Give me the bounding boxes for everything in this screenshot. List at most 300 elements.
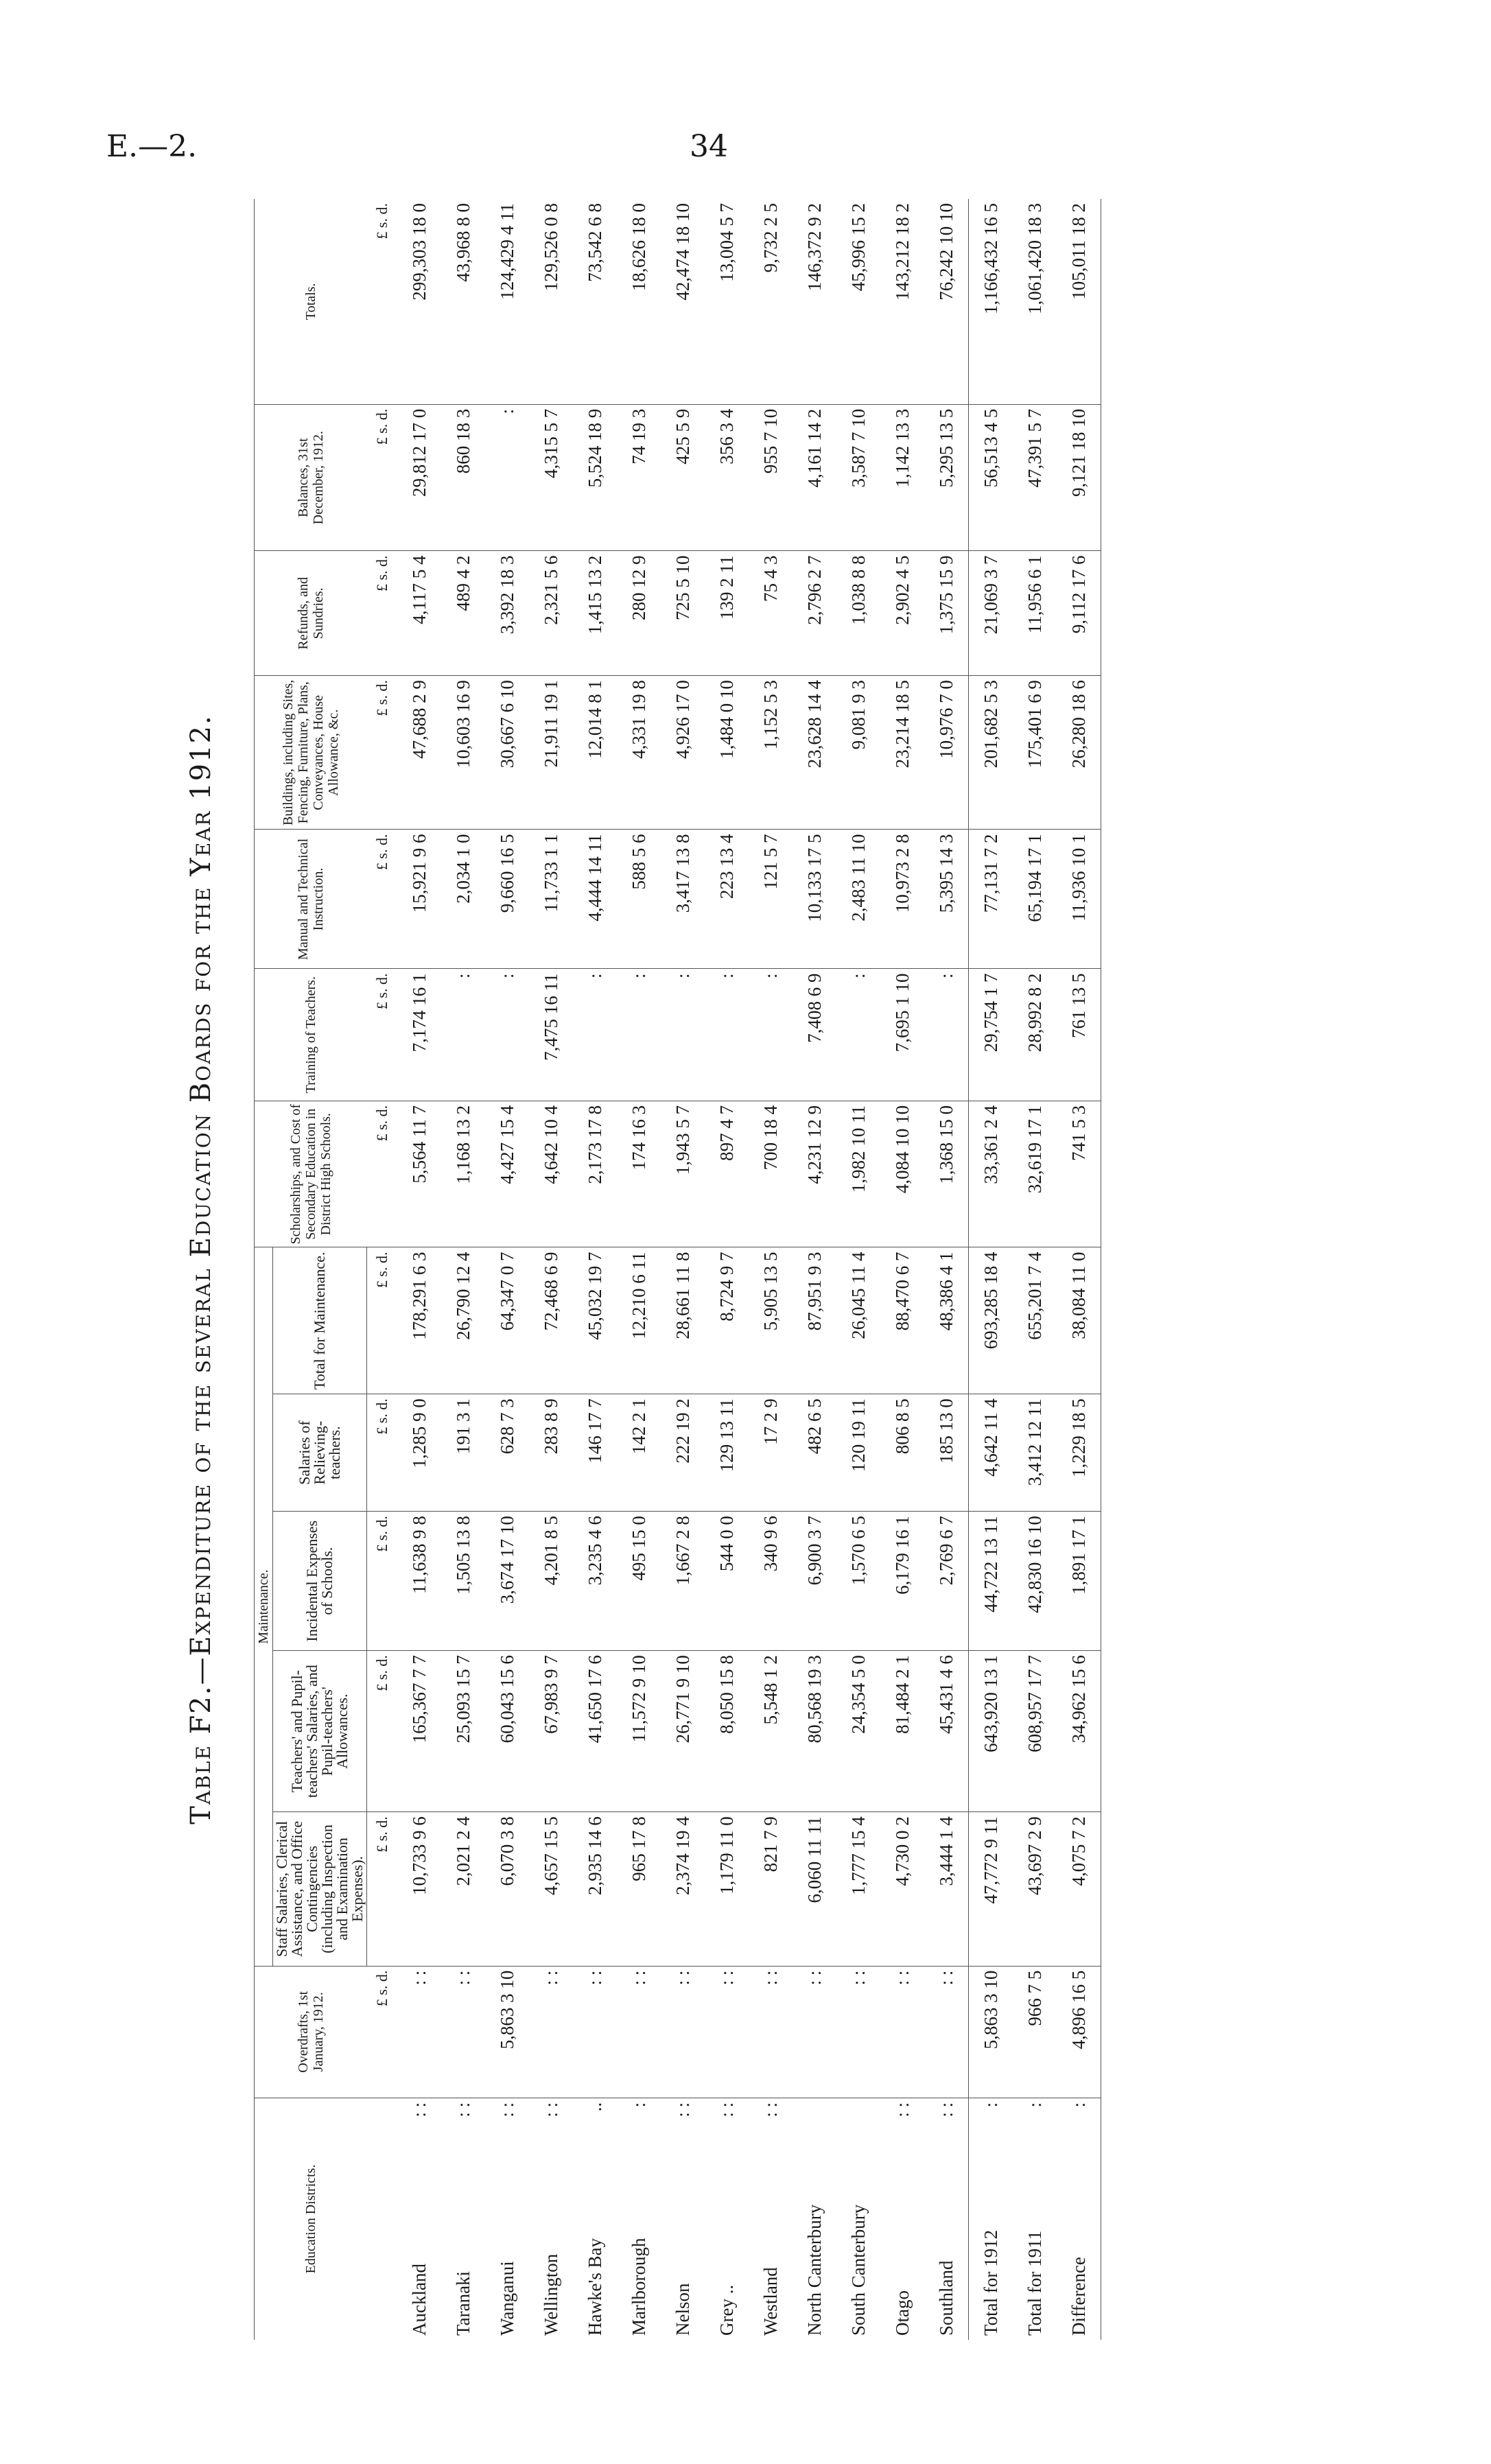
value-cell: 11,572 9 10 <box>617 1651 661 1812</box>
district-label: Nelson <box>672 2283 693 2336</box>
value-cell: : <box>485 404 529 551</box>
district-label: South Canterbury <box>847 2204 869 2336</box>
value-cell: 18,626 18 0 <box>617 199 661 404</box>
value-cell: 6,179 16 1 <box>880 1512 924 1651</box>
value-cell: 10,133 17 5 <box>793 830 836 969</box>
district-name <box>441 2098 485 2340</box>
value-cell: 4,201 8 5 <box>529 1512 573 1651</box>
col-header-overdrafts: Overdrafts, 1st January, 1912. <box>255 1966 367 2098</box>
value-cell: 7,408 6 9 <box>793 969 836 1101</box>
value-cell: 38,084 11 0 <box>1057 1247 1101 1394</box>
leader-dots: : : <box>935 2102 956 2117</box>
value-cell: 42,474 18 10 <box>661 199 705 404</box>
value-cell: 3,235 4 6 <box>573 1512 617 1651</box>
table-row <box>617 199 661 2340</box>
district-label: Difference <box>1068 2257 1089 2336</box>
value-cell: 1,415 13 2 <box>573 551 617 676</box>
district-name <box>880 2098 924 2340</box>
value-cell: 1,142 13 3 <box>880 404 924 551</box>
value-cell: 26,771 9 10 <box>661 1651 705 1812</box>
district-label: Southland <box>935 2260 956 2336</box>
value-cell: 628 7 3 <box>485 1394 529 1512</box>
value-cell: 21,911 19 1 <box>529 676 573 830</box>
district-name <box>573 2098 617 2340</box>
value-cell: 4,331 19 8 <box>617 676 661 830</box>
table-row <box>485 199 529 2340</box>
value-cell: 60,043 15 6 <box>485 1651 529 1812</box>
value-cell: 6,900 3 7 <box>793 1512 836 1651</box>
value-cell: 588 5 6 <box>617 830 661 969</box>
value-cell: : <box>485 969 529 1101</box>
value-cell: : : <box>529 1966 573 2098</box>
district-label: Wellington <box>540 2253 561 2336</box>
value-cell: 13,004 5 7 <box>705 199 749 404</box>
value-cell: : : <box>924 1966 969 2098</box>
value-cell: 23,214 18 5 <box>880 676 924 830</box>
value-cell: 174 16 3 <box>617 1101 661 1247</box>
col-header-relieving: Salaries of Relieving-teachers. <box>273 1394 367 1512</box>
district-label: Total for 1912 <box>980 2229 1001 2336</box>
value-cell: : : <box>441 1966 485 2098</box>
value-cell: 1,982 10 11 <box>836 1101 880 1247</box>
col-header-training: Training of Teachers. <box>255 969 367 1101</box>
units-cell: £ s. d. <box>367 1966 398 2098</box>
value-cell: 1,038 8 8 <box>836 551 880 676</box>
value-cell: 24,354 5 0 <box>836 1651 880 1812</box>
value-cell: 72,468 6 9 <box>529 1247 573 1394</box>
value-cell: 4,657 15 5 <box>529 1812 573 1966</box>
value-cell: 1,375 15 9 <box>924 551 969 676</box>
value-cell: 965 17 8 <box>617 1812 661 1966</box>
district-name <box>397 2098 441 2340</box>
units-cell: £ s. d. <box>367 1812 398 1966</box>
value-cell: 340 9 6 <box>749 1512 793 1651</box>
value-cell: 8,050 15 8 <box>705 1651 749 1812</box>
table-row <box>793 199 836 2340</box>
district-label: North Canterbury <box>803 2204 825 2336</box>
value-cell: 12,210 6 11 <box>617 1247 661 1394</box>
value-cell: 1,229 18 5 <box>1057 1394 1101 1512</box>
district-label: Taranaki <box>452 2271 473 2336</box>
value-cell: 2,374 19 4 <box>661 1812 705 1966</box>
value-cell: 7,174 16 1 <box>397 969 441 1101</box>
report-code: E.—2. <box>106 129 198 164</box>
col-header-total-maintenance: Total for Maintenance. <box>273 1247 367 1394</box>
value-cell: 45,431 4 6 <box>924 1651 969 1812</box>
value-cell: 4,642 10 4 <box>529 1101 573 1247</box>
units-cell: £ s. d. <box>367 969 398 1101</box>
district-name <box>705 2098 749 2340</box>
value-cell: 1,168 13 2 <box>441 1101 485 1247</box>
value-cell: : <box>661 969 705 1101</box>
leader-dots: : : <box>452 2102 473 2117</box>
group-header-row <box>255 199 273 2340</box>
value-cell: 178,291 6 3 <box>397 1247 441 1394</box>
value-cell: 1,777 15 4 <box>836 1812 880 1966</box>
value-cell: 11,936 10 1 <box>1057 830 1101 969</box>
table-title: Table F2.—Expenditure of the several Education Boards for the Year 1912. <box>185 714 217 1824</box>
leader-dots: : <box>980 2102 1001 2108</box>
value-cell: 11,638 9 8 <box>397 1512 441 1651</box>
value-cell: 10,733 9 6 <box>397 1812 441 1966</box>
value-cell: : <box>441 969 485 1101</box>
value-cell: : <box>705 969 749 1101</box>
total-row <box>1013 199 1057 2340</box>
value-cell: 2,935 14 6 <box>573 1812 617 1966</box>
value-cell: 29,754 1 7 <box>969 969 1013 1101</box>
value-cell: 74 19 3 <box>617 404 661 551</box>
table-row <box>441 199 485 2340</box>
value-cell: 489 4 2 <box>441 551 485 676</box>
value-cell: : : <box>793 1966 836 2098</box>
value-cell: 142 2 1 <box>617 1394 661 1512</box>
value-cell: 1,179 11 0 <box>705 1812 749 1966</box>
value-cell: 821 7 9 <box>749 1812 793 1966</box>
leader-dots: : : <box>540 2102 561 2117</box>
value-cell: 26,280 18 6 <box>1057 676 1101 830</box>
district-name <box>485 2098 529 2340</box>
value-cell: 3,444 1 4 <box>924 1812 969 1966</box>
value-cell: 28,661 11 8 <box>661 1247 705 1394</box>
value-cell: 1,285 9 0 <box>397 1394 441 1512</box>
col-header-incidental: Incidental Expenses of Schools. <box>273 1512 367 1651</box>
value-cell: 2,483 11 10 <box>836 830 880 969</box>
value-cell: 10,973 2 8 <box>880 830 924 969</box>
value-cell: : : <box>661 1966 705 2098</box>
district-name <box>749 2098 793 2340</box>
value-cell: 25,093 15 7 <box>441 1651 485 1812</box>
value-cell: 860 18 3 <box>441 404 485 551</box>
value-cell: 280 12 9 <box>617 551 661 676</box>
value-cell: 75 4 3 <box>749 551 793 676</box>
district-label: Marlborough <box>628 2238 649 2336</box>
leader-dots: : : <box>891 2102 913 2117</box>
value-cell: 21,069 3 7 <box>969 551 1013 676</box>
units-cell: £ s. d. <box>367 551 398 676</box>
value-cell: 47,688 2 9 <box>397 676 441 830</box>
district-label: Otago <box>891 2290 913 2336</box>
value-cell: : : <box>705 1966 749 2098</box>
value-cell: 9,732 2 5 <box>749 199 793 404</box>
value-cell: 48,386 4 1 <box>924 1247 969 1394</box>
leader-dots: : : <box>408 2102 430 2117</box>
value-cell: 56,513 4 5 <box>969 404 1013 551</box>
leader-dots: : : <box>496 2102 517 2117</box>
value-cell: 88,470 6 7 <box>880 1247 924 1394</box>
value-cell: 3,674 17 10 <box>485 1512 529 1651</box>
table-row <box>573 199 617 2340</box>
value-cell: 45,032 19 7 <box>573 1247 617 1394</box>
col-header-teachers-salaries: Teachers' and Pupil-teachers' Salaries, and Pupil-teachers' Allowances. <box>273 1651 367 1812</box>
value-cell: : <box>617 969 661 1101</box>
value-cell: 41,650 17 6 <box>573 1651 617 1812</box>
value-cell: 4,427 15 4 <box>485 1101 529 1247</box>
value-cell: 76,242 10 10 <box>924 199 969 404</box>
district-name <box>793 2098 836 2340</box>
units-cell: £ s. d. <box>367 1512 398 1651</box>
value-cell: : : <box>617 1966 661 2098</box>
units-cell: £ s. d. <box>367 1651 398 1812</box>
value-cell: 73,542 6 8 <box>573 199 617 404</box>
value-cell: 2,321 5 6 <box>529 551 573 676</box>
value-cell: 544 0 0 <box>705 1512 749 1651</box>
value-cell: 283 8 9 <box>529 1394 573 1512</box>
value-cell: 495 15 0 <box>617 1512 661 1651</box>
value-cell: 43,697 2 9 <box>1013 1812 1057 1966</box>
value-cell: 693,285 18 4 <box>969 1247 1013 1394</box>
district-name <box>617 2098 661 2340</box>
total-row <box>969 199 1013 2340</box>
units-cell: £ s. d. <box>367 1101 398 1247</box>
units-row <box>367 199 398 2340</box>
value-cell: 120 19 11 <box>836 1394 880 1512</box>
value-cell: 23,628 14 4 <box>793 676 836 830</box>
value-cell: 482 6 5 <box>793 1394 836 1512</box>
value-cell: 4,444 14 11 <box>573 830 617 969</box>
value-cell: 5,524 18 9 <box>573 404 617 551</box>
value-cell: 43,968 8 0 <box>441 199 485 404</box>
table-row <box>661 199 705 2340</box>
leader-dots: : : <box>672 2102 693 2117</box>
leader-dots: : <box>1024 2102 1045 2108</box>
leader-dots: : : <box>716 2102 737 2117</box>
value-cell: 2,796 2 7 <box>793 551 836 676</box>
units-cell: £ s. d. <box>367 830 398 969</box>
value-cell: 1,505 13 8 <box>441 1512 485 1651</box>
rotated-table-region <box>185 199 1283 2340</box>
value-cell: 4,730 0 2 <box>880 1812 924 1966</box>
value-cell: 15,921 9 6 <box>397 830 441 969</box>
table-row <box>529 199 573 2340</box>
value-cell: 10,976 7 0 <box>924 676 969 830</box>
value-cell: 425 5 9 <box>661 404 705 551</box>
value-cell: 9,121 18 10 <box>1057 404 1101 551</box>
district-label: Westland <box>760 2267 781 2336</box>
value-cell: 121 5 7 <box>749 830 793 969</box>
value-cell: 299,303 18 0 <box>397 199 441 404</box>
page-number: 34 <box>690 129 728 164</box>
value-cell: 80,568 19 3 <box>793 1651 836 1812</box>
value-cell: 2,769 6 7 <box>924 1512 969 1651</box>
value-cell: 2,034 1 0 <box>441 830 485 969</box>
value-cell: : <box>836 969 880 1101</box>
value-cell: 3,392 18 3 <box>485 551 529 676</box>
col-header-buildings: Buildings, including Sites, Fencing, Furniture, Plans, Conveyances, House Allowance, &c. <box>255 676 367 830</box>
value-cell: 11,733 1 1 <box>529 830 573 969</box>
value-cell: 966 7 5 <box>1013 1966 1057 2098</box>
units-spacer <box>367 2098 398 2340</box>
value-cell: : <box>573 969 617 1101</box>
table-row <box>924 199 969 2340</box>
value-cell: 65,194 17 1 <box>1013 830 1057 969</box>
value-cell: 741 5 3 <box>1057 1101 1101 1247</box>
value-cell: 3,417 13 8 <box>661 830 705 969</box>
value-cell: 129 13 11 <box>705 1394 749 1512</box>
value-cell: 146 17 7 <box>573 1394 617 1512</box>
value-cell: 356 3 4 <box>705 404 749 551</box>
value-cell: 1,943 5 7 <box>661 1101 705 1247</box>
leader-dots: : : <box>760 2102 781 2117</box>
value-cell: 5,395 14 3 <box>924 830 969 969</box>
value-cell: 81,484 2 1 <box>880 1651 924 1812</box>
value-cell: 42,830 16 10 <box>1013 1512 1057 1651</box>
group-header-maintenance: Maintenance. <box>255 1247 273 1966</box>
leader-dots: .. <box>584 2102 605 2112</box>
value-cell: 1,061,420 18 3 <box>1013 199 1057 404</box>
value-cell: 26,045 11 4 <box>836 1247 880 1394</box>
value-cell: 6,070 3 8 <box>485 1812 529 1966</box>
district-name <box>836 2098 880 2340</box>
value-cell: 223 13 4 <box>705 830 749 969</box>
value-cell: 3,412 12 11 <box>1013 1394 1057 1512</box>
units-cell: £ s. d. <box>367 676 398 830</box>
value-cell: 87,951 9 3 <box>793 1247 836 1394</box>
value-cell: : : <box>836 1966 880 2098</box>
value-cell: 4,642 11 4 <box>969 1394 1013 1512</box>
value-cell: 4,315 5 7 <box>529 404 573 551</box>
value-cell: 1,484 0 10 <box>705 676 749 830</box>
district-name <box>969 2098 1013 2340</box>
col-header-scholarships: Scholarships, and Cost of Secondary Education in District High Schools. <box>255 1101 367 1247</box>
value-cell: 2,021 2 4 <box>441 1812 485 1966</box>
value-cell: 9,112 17 6 <box>1057 551 1101 676</box>
value-cell: 17 2 9 <box>749 1394 793 1512</box>
units-cell: £ s. d. <box>367 199 398 404</box>
value-cell: 33,361 2 4 <box>969 1101 1013 1247</box>
value-cell: 806 8 5 <box>880 1394 924 1512</box>
value-cell: 129,526 0 8 <box>529 199 573 404</box>
value-cell: 44,722 13 11 <box>969 1512 1013 1651</box>
district-name <box>529 2098 573 2340</box>
value-cell: 7,695 1 10 <box>880 969 924 1101</box>
value-cell: 1,166,432 16 5 <box>969 199 1013 404</box>
district-name <box>1013 2098 1057 2340</box>
value-cell: 32,619 17 1 <box>1013 1101 1057 1247</box>
value-cell: 4,231 12 9 <box>793 1101 836 1247</box>
value-cell: : : <box>880 1966 924 2098</box>
value-cell: 761 13 5 <box>1057 969 1101 1101</box>
value-cell: 185 13 0 <box>924 1394 969 1512</box>
value-cell: 5,863 3 10 <box>969 1966 1013 2098</box>
value-cell: : <box>749 969 793 1101</box>
value-cell: 201,682 5 3 <box>969 676 1013 830</box>
units-cell: £ s. d. <box>367 1247 398 1394</box>
value-cell: 26,790 12 4 <box>441 1247 485 1394</box>
table-row <box>836 199 880 2340</box>
value-cell: 4,075 7 2 <box>1057 1812 1101 1966</box>
table-row <box>397 199 441 2340</box>
value-cell: 4,926 17 0 <box>661 676 705 830</box>
value-cell: 139 2 11 <box>705 551 749 676</box>
value-cell: 655,201 7 4 <box>1013 1247 1057 1394</box>
value-cell: 608,957 17 7 <box>1013 1651 1057 1812</box>
value-cell: 30,667 6 10 <box>485 676 529 830</box>
value-cell: 105,011 18 2 <box>1057 199 1101 404</box>
leader-dots: : <box>628 2102 649 2108</box>
value-cell: : : <box>749 1966 793 2098</box>
value-cell: 165,367 7 7 <box>397 1651 441 1812</box>
value-cell: 2,902 4 5 <box>880 551 924 676</box>
value-cell: 45,996 15 2 <box>836 199 880 404</box>
value-cell: 4,084 10 10 <box>880 1101 924 1247</box>
value-cell: 4,896 16 5 <box>1057 1966 1101 2098</box>
district-name <box>661 2098 705 2340</box>
value-cell: 5,863 3 10 <box>485 1966 529 2098</box>
total-row <box>1057 199 1101 2340</box>
value-cell: 1,667 2 8 <box>661 1512 705 1651</box>
value-cell: 3,587 7 10 <box>836 404 880 551</box>
value-cell: 955 7 10 <box>749 404 793 551</box>
district-label: Hawke's Bay <box>584 2238 605 2336</box>
value-cell: 67,983 9 7 <box>529 1651 573 1812</box>
value-cell: 64,347 0 7 <box>485 1247 529 1394</box>
value-cell: 29,812 17 0 <box>397 404 441 551</box>
district-name <box>924 2098 969 2340</box>
value-cell: 1,368 15 0 <box>924 1101 969 1247</box>
value-cell: 146,372 9 2 <box>793 199 836 404</box>
col-header-staff-salaries: Staff Salaries, Clerical Assistance, and Office Contingencies (including Inspection and Examination Expenses). <box>273 1812 367 1966</box>
value-cell: 28,992 8 2 <box>1013 969 1057 1101</box>
value-cell: 2,173 17 8 <box>573 1101 617 1247</box>
district-label: Auckland <box>408 2264 430 2336</box>
value-cell: 5,905 13 5 <box>749 1247 793 1394</box>
value-cell: 124,429 4 11 <box>485 199 529 404</box>
value-cell: 9,660 16 5 <box>485 830 529 969</box>
col-header-manual: Manual and Technical Instruction. <box>255 830 367 969</box>
district-label: Total for 1911 <box>1024 2230 1045 2336</box>
value-cell: 143,212 18 2 <box>880 199 924 404</box>
value-cell: 4,161 14 2 <box>793 404 836 551</box>
value-cell: 10,603 16 9 <box>441 676 485 830</box>
col-header-district: Education Districts. <box>303 2164 318 2274</box>
value-cell: 5,295 13 5 <box>924 404 969 551</box>
units-cell: £ s. d. <box>367 404 398 551</box>
value-cell: 191 3 1 <box>441 1394 485 1512</box>
value-cell: 47,772 9 11 <box>969 1812 1013 1966</box>
value-cell: 6,060 11 11 <box>793 1812 836 1966</box>
value-cell: 1,152 5 3 <box>749 676 793 830</box>
table-row <box>705 199 749 2340</box>
col-header-balances: Balances, 31st December, 1912. <box>255 404 367 551</box>
value-cell: 4,117 5 4 <box>397 551 441 676</box>
value-cell: 175,401 6 9 <box>1013 676 1057 830</box>
value-cell: 1,570 6 5 <box>836 1512 880 1651</box>
value-cell: : : <box>397 1966 441 2098</box>
value-cell: : : <box>573 1966 617 2098</box>
leader-dots: : <box>1068 2102 1089 2108</box>
value-cell: 5,564 11 7 <box>397 1101 441 1247</box>
district-label: Grey .. <box>716 2284 737 2336</box>
col-header-totals: Totals. <box>255 199 367 404</box>
value-cell: 34,962 15 6 <box>1057 1651 1101 1812</box>
value-cell: 11,956 6 1 <box>1013 551 1057 676</box>
value-cell: 47,391 5 7 <box>1013 404 1057 551</box>
value-cell: 700 18 4 <box>749 1101 793 1247</box>
value-cell: : <box>924 969 969 1101</box>
value-cell: 725 5 10 <box>661 551 705 676</box>
table-row <box>749 199 793 2340</box>
district-label: Wanganui <box>496 2261 517 2336</box>
value-cell: 8,724 9 7 <box>705 1247 749 1394</box>
district-name <box>1057 2098 1101 2340</box>
value-cell: 222 19 2 <box>661 1394 705 1512</box>
expenditure-table <box>254 199 1101 2340</box>
value-cell: 7,475 16 11 <box>529 969 573 1101</box>
units-cell: £ s. d. <box>367 1394 398 1512</box>
value-cell: 12,014 8 1 <box>573 676 617 830</box>
value-cell: 897 4 7 <box>705 1101 749 1247</box>
value-cell: 5,548 1 2 <box>749 1651 793 1812</box>
